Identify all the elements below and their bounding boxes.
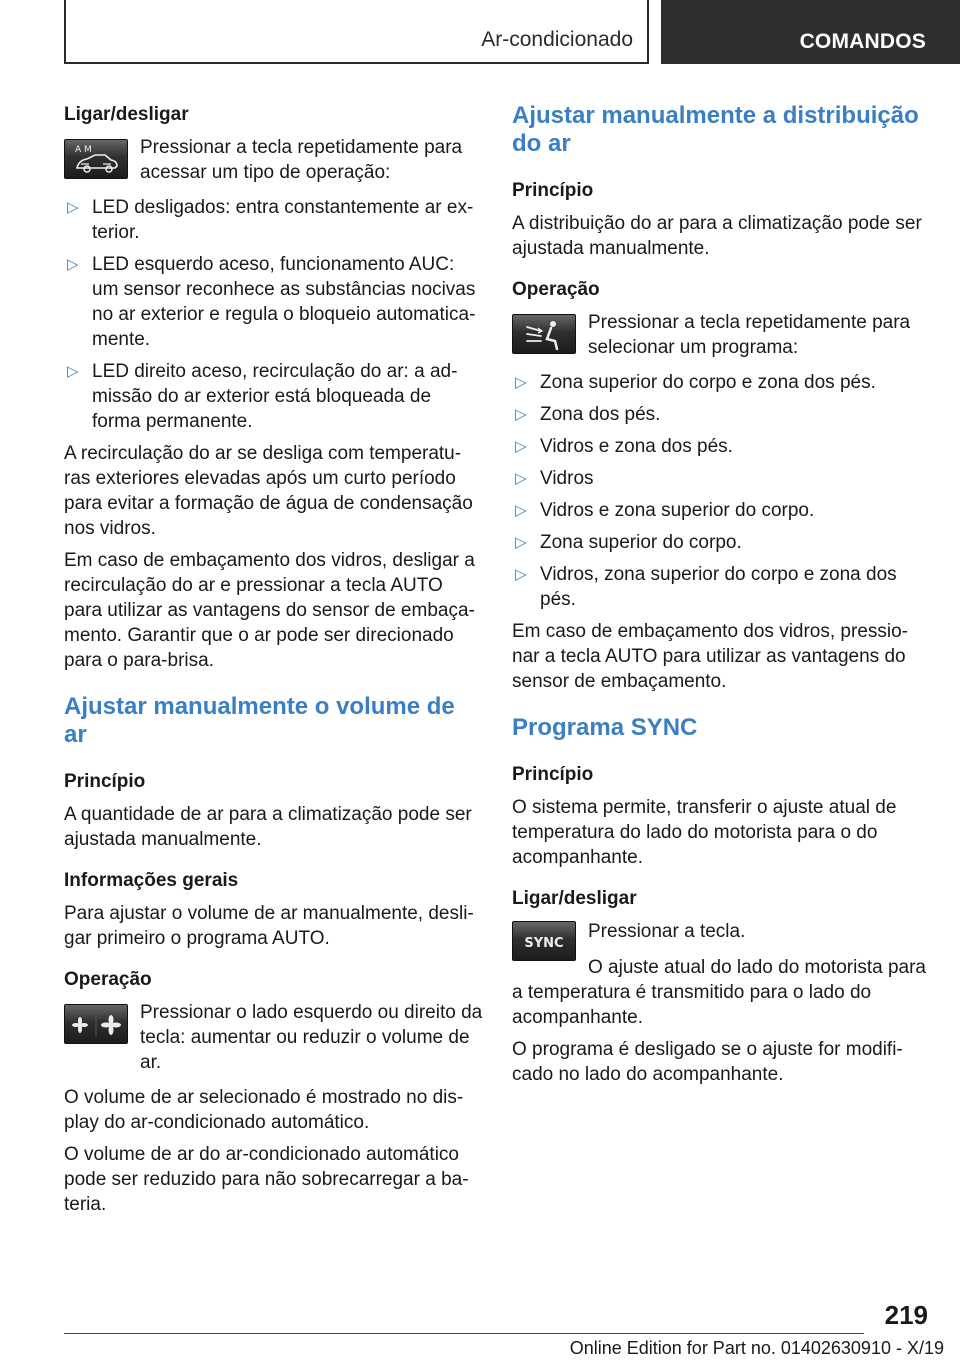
triangle-bullet-icon: ▷ (515, 566, 527, 583)
sync-text: Pressionar a tecla. (588, 921, 746, 942)
section-heading-air-distribution: Ajustar manualmente a distribuição do ar (512, 102, 919, 157)
sync-instruction (512, 919, 932, 951)
section-heading-air-volume: Ajustar manualmente o volume de ar (64, 693, 455, 748)
fan-text: Pressionar o lado esquerdo ou direito da tecla: aumentar ou reduzir o volume de ar. (140, 1002, 483, 1073)
auc-recirculation-key-icon (64, 139, 128, 179)
sync-key-icon (512, 921, 576, 961)
section-title: Ar-condicionado (481, 28, 633, 51)
mode-list (64, 195, 484, 434)
paragraph: O volume de ar selecionado é mostrado no dis‐play do ar-condicionado automático. (64, 1087, 464, 1133)
list-item: ▷ Vidros e zona dos pés. (515, 436, 733, 457)
list-item: ▷ LED esquerdo aceso, funcionamento AUC: um sensor reconhece as substâncias nocivas no ar exterior e regula o bloqueio automatica‐mente. (67, 254, 476, 350)
fan-instruction (64, 1000, 484, 1075)
triangle-bullet-icon: ▷ (515, 374, 527, 391)
list-item: ▷ Vidros, zona superior do corpo e zona dos pés. (515, 564, 897, 610)
paragraph: A distribuição do ar para a climatização pode ser ajustada manualmente. (512, 213, 922, 259)
chapter-tab[interactable] (661, 0, 960, 64)
subheading-onoff: Ligar/desligar (512, 888, 637, 909)
triangle-bullet-icon: ▷ (67, 199, 79, 216)
key-label-a: A M (75, 145, 92, 155)
subheading-principle: Princípio (64, 771, 146, 792)
subheading-operation: Operação (64, 969, 152, 990)
triangle-bullet-icon: ▷ (515, 502, 527, 519)
list-item: ▷ Zona superior do corpo e zona dos pés. (515, 372, 876, 393)
paragraph: O ajuste atual do lado do motorista para a temperatura é transmitido para o lado do acompanhante. (512, 957, 926, 1028)
page-number: 219 (884, 1300, 928, 1330)
subheading-general-info: Informações gerais (64, 870, 239, 891)
onoff-instruction (64, 135, 484, 185)
triangle-bullet-icon: ▷ (515, 406, 527, 423)
distribution-instruction (512, 310, 932, 360)
paragraph: Em caso de embaçamento dos vidros, desligar a recirculação do ar e pressionar a tecla AUTO para utilizar as vantagens do sensor de embaça‐mento. Garantir que o ar pode ser direcionado para o para-brisa. (64, 550, 475, 671)
air-distribution-key-icon (512, 314, 576, 354)
onoff-text: Pressionar a tecla repetidamente para acessar um tipo de operação: (140, 137, 463, 183)
subheading-operation: Operação (512, 279, 600, 300)
subheading-principle: Princípio (512, 180, 594, 201)
list-item: ▷ LED direito aceso, recirculação do ar: a ad‐missão do ar exterior está bloqueada de forma permanente. (67, 361, 458, 432)
footer-edition: Online Edition for Part no. 01402630910 - X/19 (569, 1338, 944, 1358)
paragraph: O sistema permite, transferir o ajuste atual de temperatura do lado do motorista para o do acompanhante. (512, 797, 897, 868)
triangle-bullet-icon: ▷ (67, 363, 79, 380)
list-item: ▷ Vidros e zona superior do corpo. (515, 500, 815, 521)
triangle-bullet-icon: ▷ (515, 470, 527, 487)
paragraph: Em caso de embaçamento dos vidros, pressio‐nar a tecla AUTO para utilizar as vantagens do sensor de embaçamento. (512, 621, 909, 692)
section-heading-sync: Programa SYNC (512, 714, 698, 741)
list-item: ▷ Zona dos pés. (515, 404, 661, 425)
paragraph: O programa é desligado se o ajuste for modifi‐cado no lado do acompanhante. (512, 1039, 903, 1085)
program-list (512, 370, 932, 612)
list-item: ▷ LED desligados: entra constantemente ar ex‐terior. (67, 197, 474, 243)
left-column (64, 102, 484, 1224)
chapter-title: COMANDOS (799, 30, 926, 53)
triangle-bullet-icon: ▷ (515, 534, 527, 551)
right-column (512, 102, 932, 1094)
triangle-bullet-icon: ▷ (67, 256, 79, 273)
subheading-principle: Princípio (512, 764, 594, 785)
distribution-text: Pressionar a tecla repetidamente para selecionar um programa: (588, 312, 911, 358)
header-frame (64, 0, 649, 64)
fan-speed-key-icon (64, 1004, 128, 1044)
list-item: ▷ Zona superior do corpo. (515, 532, 742, 553)
paragraph: Para ajustar o volume de ar manualmente, desli‐gar primeiro o programa AUTO. (64, 903, 474, 949)
paragraph: A recirculação do ar se desliga com temperatu‐ras exteriores elevadas após um curto período para evitar a formação de água de condensação nos vidros. (64, 443, 473, 539)
paragraph: O volume de ar do ar-condicionado automático pode ser reduzido para não sobrecarregar a ba‐teria. (64, 1144, 469, 1215)
paragraph: A quantidade de ar para a climatização pode ser ajustada manualmente. (64, 804, 472, 850)
list-item: ▷ Vidros (515, 468, 594, 489)
footer-divider (64, 1333, 864, 1334)
triangle-bullet-icon: ▷ (515, 438, 527, 455)
subheading-onoff: Ligar/desligar (64, 104, 189, 125)
sync-key-label: SYNC (524, 936, 564, 951)
